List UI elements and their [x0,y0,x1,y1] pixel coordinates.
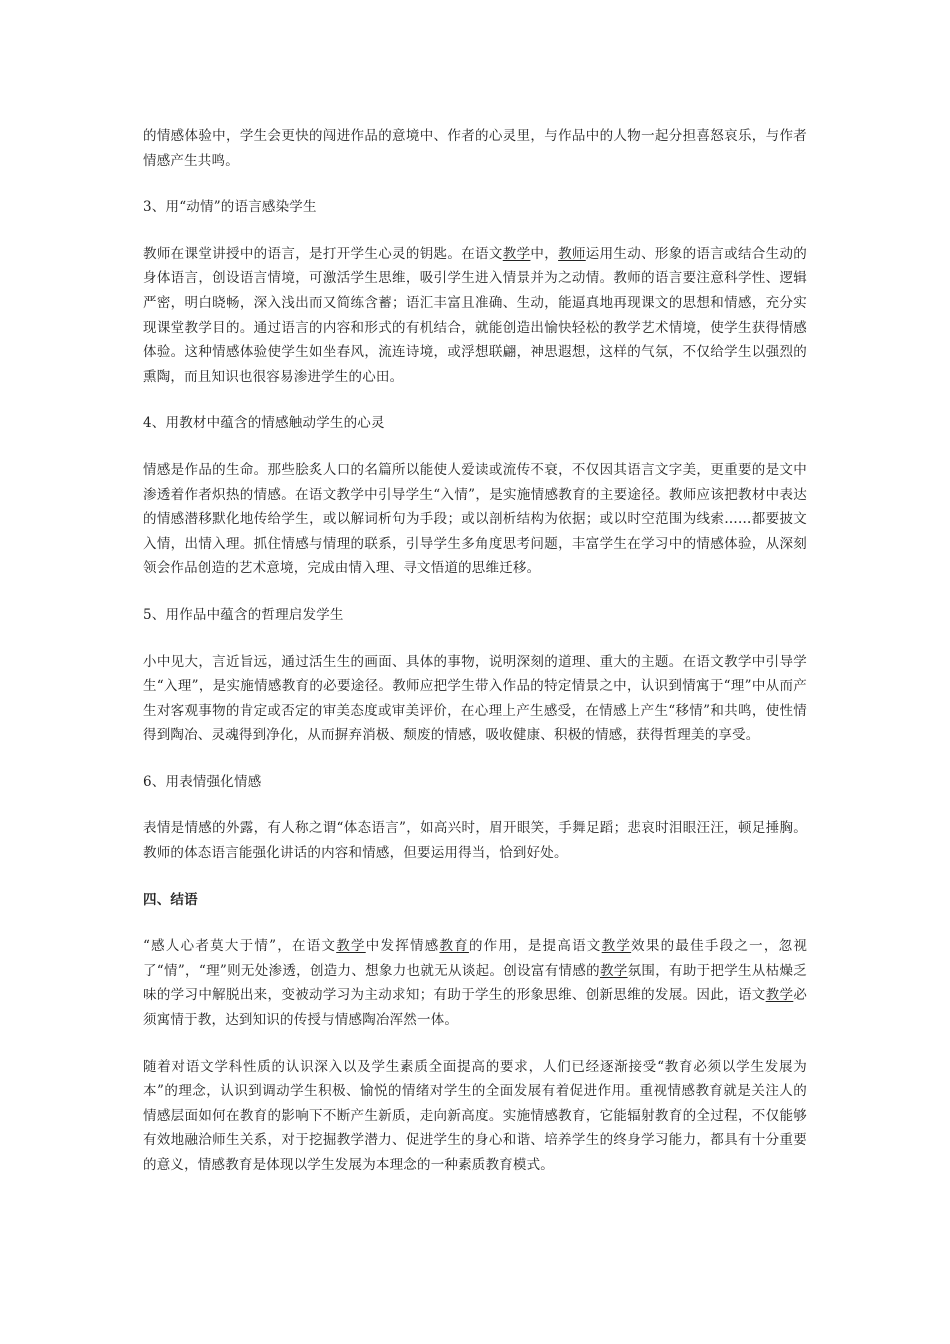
paragraph-expression: 表情是情感的外露，有人称之谓“体态语言”，如高兴时，眉开眼笑，手舞足蹈；悲哀时泪眼汪汪，顿足捶胸。教师的体态语言能强化讲话的内容和情感，但要运用得当，恰到好处。 [143,820,807,862]
section-heading-3: 3、用“动情”的语言感染学生 [143,199,317,216]
document-page [143,124,807,1178]
paragraph-final: 随着对语文学科性质的认识深入以及学生素质全面提高的要求，人们已经逐渐接受“教育必须以学生发展为本”的理念，认识到调动学生积极、愉悦的情绪对学生的全面发展有着促进作用。重视情感教育就是关注人的情感层面如何在教育的影响下不断产生新质，走向新高度。实施情感教育，它能辐射教育的全过程，不仅能够有效地融洽师生关系，对于挖掘教学潜力、促进学生的身心和谐、培养学生的终身学习能力，都具有十分重要的意义，情感教育是体现以学生发展为本理念的一种素质教育模式。 [143,1058,807,1173]
text-run: 教师在课堂讲授中的语言，是打开学生心灵的钥匙。在语文 [143,245,503,262]
text-run: “感人心者莫大于情”，在语文 [143,938,337,955]
text-run: 氛围，有助于把学生从枯燥乏味的学习中解脱出来，变被动学习为主动求知；有助于学生的形象思维、创新思维的发展。因此，语文 [143,962,807,1004]
paragraph-intro-continuation: 的情感体验中，学生会更快的闯进作品的意境中、作者的心灵里，与作品中的人物一起分担喜怒哀乐，与作者情感产生共鸣。 [143,128,807,169]
paragraph-conclusion [143,934,807,1032]
link-teaching[interactable]: 教学 [502,245,531,262]
section-heading-4: 4、用教材中蕴含的情感触动学生的心灵 [143,415,385,432]
text-run: 中， [530,245,559,262]
link-teaching[interactable]: 教学 [765,987,794,1004]
section-heading-6: 6、用表情强化情感 [143,773,262,790]
text-run: 运用生动、形象的语言或结合生动的身体语言，创设语言情境，可激活学生思维，吸引学生进入情景并为之动情。教师的语言要注意科学性、逻辑严密，明白晓畅，深入浅出而又简练含蓄；语汇丰富且准确、生动，能逼真地再现课文的思想和情感，充分实现课堂教学目的。通过语言的内容和形式的有机结合，就能创造出愉快轻松的教学艺术情境，使学生获得情感体验。这种情感体验使学生如坐春风，流连诗境，或浮想联翩，神思遐想，这样的气氛，不仅给学生以强烈的熏陶，而且知识也很容易渗进学生的心田。 [143,245,807,385]
text-run: 必须寓情于教，达到知识的传授与情感陶冶浑然一体。 [143,987,808,1029]
paragraph-philosophy: 小中见大，言近旨远，通过活生生的画面、具体的事物，说明深刻的道理、重大的主题。在语文教学中引导学生“入理”，是实施情感教育的必要途径。教师应把学生带入作品的特定情景之中，认识到情寓于“理”中从而产生对客观事物的肯定或否定的审美态度或审美评价，在心理上产生感受，在情感上产生“移情”和共鸣，使性情得到陶冶、灵魂得到净化，从而摒弃消极、颓废的情感，吸收健康、积极的情感，获得哲理美的享受。 [143,653,807,744]
text-run: 效果的最佳手段之一，忽视了“情”，“理”则无处渗透，创造力、想象力也就无从谈起。创设富有情感的 [143,938,808,979]
link-teaching[interactable]: 教学 [599,962,628,979]
paragraph-textbook-emotion: 情感是作品的生命。那些脍炙人口的名篇所以能使人爱读或流传不衰，不仅因其语言文字美，更重要的是文中渗透着作者炽热的情感。在语文教学中引导学生“入情”，是实施情感教育的主要途径。教师应该把教材中表达的情感潜移默化地传给学生，或以解词析句为手段；或以剖析结构为依据；或以时空范围为线索……都要披文入情，出情入理。抓住情感与情理的联系，引导学生多角度思考问题，丰富学生在学习中的情感体验，从深刻领会作品创造的艺术意境，完成由情入理、寻文悟道的思维迁移。 [143,461,807,577]
link-education[interactable]: 教育 [439,938,469,955]
paragraph-language [143,242,807,390]
link-teacher[interactable]: 教师 [558,245,586,262]
text-run: 的作用，是提高语文 [468,938,602,955]
link-teaching[interactable]: 教学 [601,938,632,955]
conclusion-heading: 四、结语 [143,891,198,908]
link-teaching[interactable]: 教学 [336,938,366,955]
section-heading-5: 5、用作品中蕴含的哲理启发学生 [143,606,344,623]
text-run: 中发挥情感 [365,938,440,955]
